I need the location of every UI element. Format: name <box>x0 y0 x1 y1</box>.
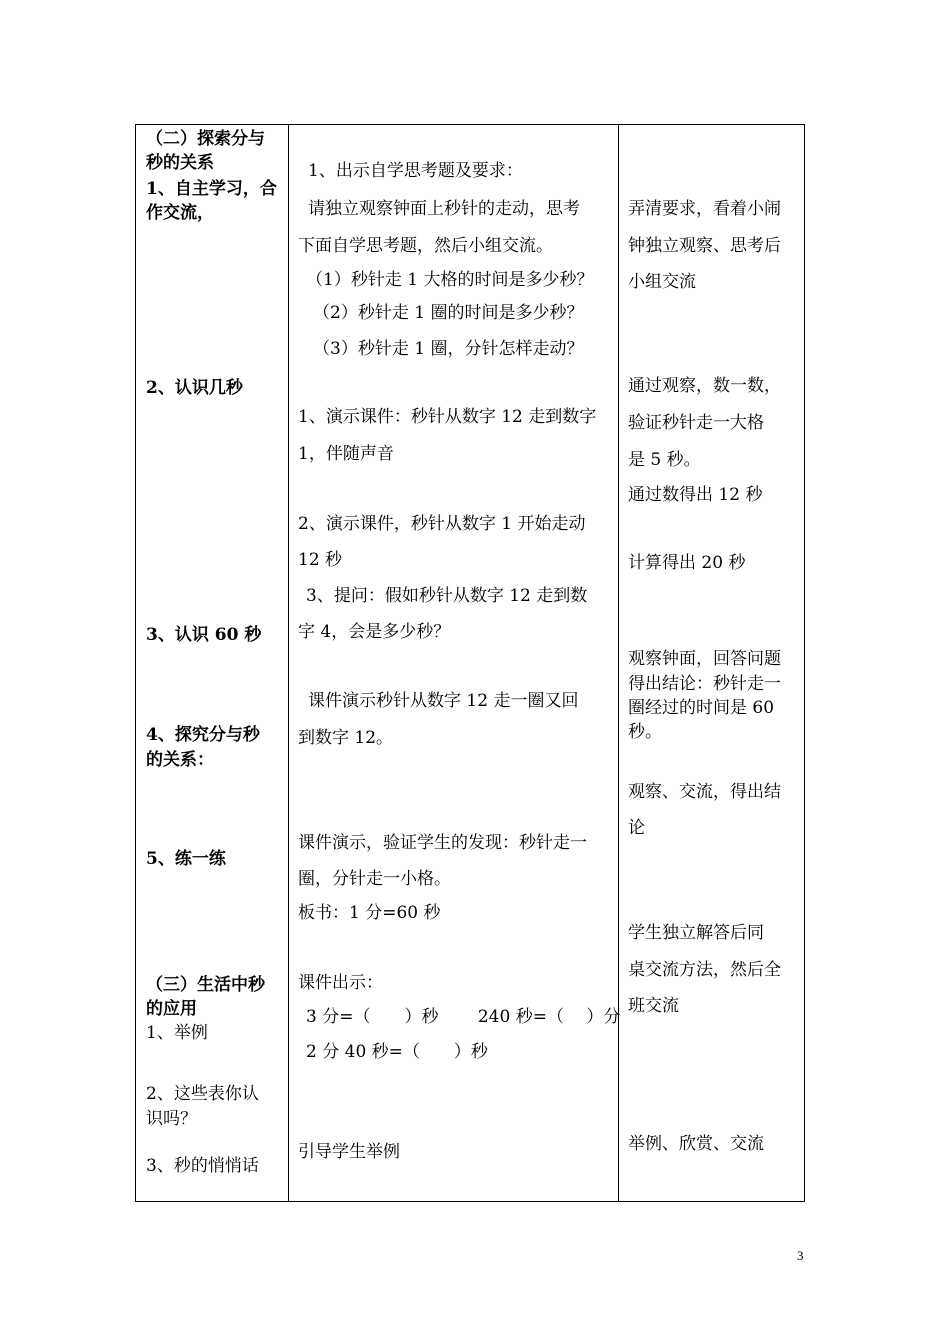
section-title: （三）生活中秒 <box>146 975 265 995</box>
student-activity: 学生独立解答后同 <box>628 923 764 943</box>
teacher-activity: 3、提问：假如秒针从数字 12 走到数 <box>306 586 588 606</box>
exercise-line: 2 分 40 秒=（ ）秒 <box>306 1042 488 1062</box>
teacher-activity: 1、演示课件：秒针从数字 12 走到数字 <box>298 407 597 427</box>
sub-item: 1、举例 <box>146 1023 208 1043</box>
teacher-activity: （3）秒针走 1 圈，分针怎样走动？ <box>313 339 584 359</box>
student-activity: 钟独立观察、思考后 <box>628 236 781 256</box>
step-label: 2、认识几秒 <box>146 378 243 398</box>
teacher-activity: 引导学生举例 <box>298 1142 400 1162</box>
student-activity: 圈经过的时间是 60 <box>628 698 775 718</box>
teacher-activity: 课件演示，验证学生的发现：秒针走一 <box>298 833 587 853</box>
student-activity: 验证秒针走一大格 <box>628 413 764 433</box>
step-label: 的关系： <box>146 750 214 770</box>
student-activity: 观察、交流，得出结 <box>628 782 781 802</box>
teacher-activity: 到数字 12。 <box>298 728 394 748</box>
teacher-activity: 下面自学思考题，然后小组交流。 <box>298 236 553 256</box>
student-activity: 弄清要求，看着小闹 <box>628 199 781 219</box>
column-divider <box>618 125 619 1201</box>
student-activity: 计算得出 20 秒 <box>628 553 746 573</box>
step-label: 4、探究分与秒 <box>146 725 260 745</box>
teacher-activity: 圈，分针走一小格。 <box>298 869 451 889</box>
step-label: 作交流， <box>146 203 214 223</box>
column-divider <box>288 125 289 1201</box>
student-activity: 是 5 秒。 <box>628 450 701 470</box>
teacher-activity: 课件演示秒针从数字 12 走一圈又回 <box>308 691 579 711</box>
section-title: 的应用 <box>146 999 197 1019</box>
section-title: 秒的关系 <box>146 153 214 173</box>
teacher-activity: 请独立观察钟面上秒针的走动，思考 <box>308 199 580 219</box>
teacher-activity: 字 4，会是多少秒？ <box>298 622 451 642</box>
teacher-activity: 2、演示课件，秒针从数字 1 开始走动 <box>298 514 586 534</box>
teacher-activity: （1）秒针走 1 大格的时间是多少秒？ <box>306 270 594 290</box>
student-activity: 通过观察，数一数， <box>628 376 781 396</box>
section-title: （二）探索分与 <box>146 129 265 149</box>
step-label: 1、自主学习，合 <box>146 179 277 199</box>
student-activity: 小组交流 <box>628 272 696 292</box>
student-activity: 得出结论：秒针走一 <box>628 674 781 694</box>
page-number: 3 <box>797 1248 804 1263</box>
student-activity: 秒。 <box>628 722 662 742</box>
student-activity: 桌交流方法，然后全 <box>628 960 781 980</box>
student-activity: 论 <box>628 818 645 838</box>
student-activity: 观察钟面，回答问题 <box>628 649 781 669</box>
teacher-activity: （2）秒针走 1 圈的时间是多少秒？ <box>313 303 584 323</box>
student-activity: 举例、欣赏、交流 <box>628 1134 764 1154</box>
step-label: 3、认识 60 秒 <box>146 625 262 645</box>
teacher-activity: 1，伴随声音 <box>298 444 394 464</box>
exercise-line: 3 分=（ ）秒 240 秒=（ ）分 <box>306 1007 621 1027</box>
step-label: 5、练一练 <box>146 849 226 869</box>
teacher-activity: 课件出示： <box>298 973 383 993</box>
student-activity: 通过数得出 12 秒 <box>628 485 763 505</box>
sub-item: 识吗？ <box>146 1109 197 1129</box>
teacher-activity: 12 秒 <box>298 550 343 570</box>
sub-item: 3、秒的悄悄话 <box>146 1156 259 1176</box>
teacher-activity: 1、出示自学思考题及要求： <box>308 161 523 181</box>
sub-item: 2、这些表你认 <box>146 1084 259 1104</box>
student-activity: 班交流 <box>628 996 679 1016</box>
teacher-activity: 板书：1 分=60 秒 <box>298 903 441 923</box>
